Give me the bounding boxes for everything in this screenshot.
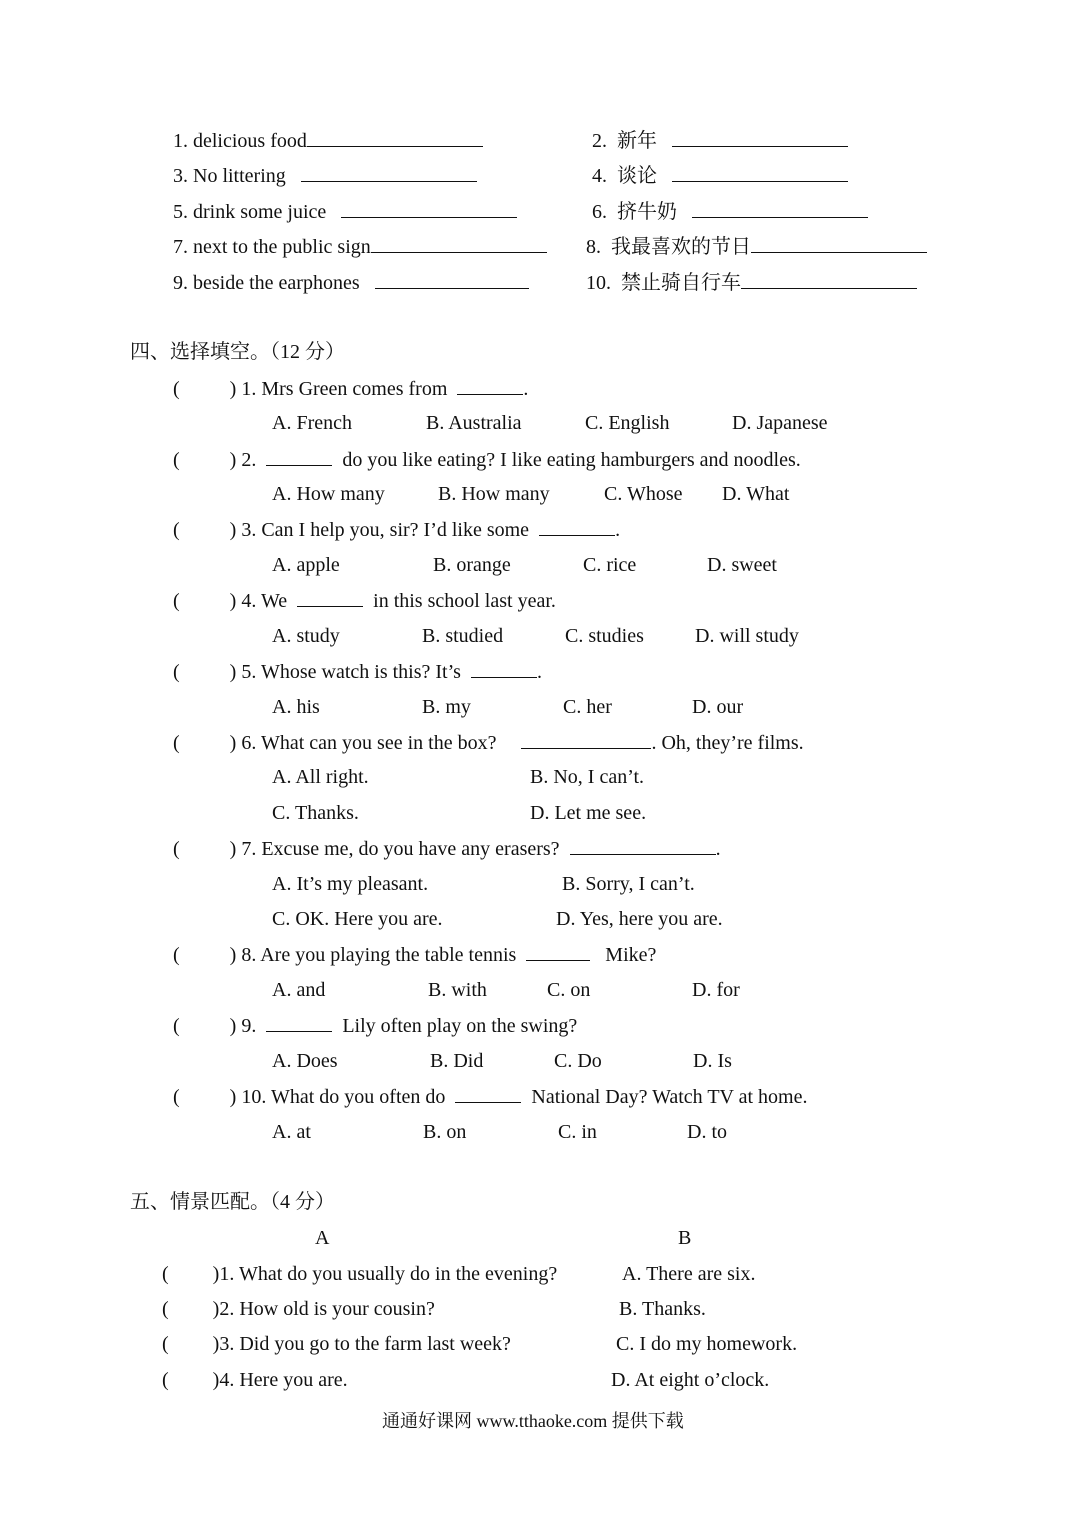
- option[interactable]: D. Let me see.: [530, 802, 647, 824]
- section-heading: 四、选择填空。（12 分）: [130, 341, 345, 363]
- option[interactable]: B. How many: [438, 483, 550, 505]
- question-text: .: [615, 519, 621, 541]
- question-text: 5. Whose watch is this? It’s: [241, 661, 461, 683]
- vocab-text: 9.: [173, 272, 188, 294]
- option[interactable]: A. his: [272, 696, 320, 718]
- vocab-text: 7.: [173, 236, 188, 258]
- vocab-text: 1.: [173, 130, 188, 152]
- option[interactable]: C. OK. Here you are.: [272, 908, 443, 930]
- option[interactable]: A. apple: [272, 554, 340, 576]
- answer-line[interactable]: [307, 128, 483, 147]
- option[interactable]: A. It’s my pleasant.: [272, 873, 429, 895]
- column-header-a: A: [315, 1227, 330, 1249]
- paren-close: ): [229, 1086, 237, 1108]
- vocab-text: 挤牛奶: [617, 201, 677, 223]
- option[interactable]: B. my: [422, 696, 471, 718]
- option[interactable]: B. with: [428, 979, 487, 1001]
- vocab-item: [173, 199, 517, 224]
- question-text: .: [715, 838, 721, 860]
- option[interactable]: D. will study: [695, 625, 799, 647]
- column-header-b: B: [678, 1227, 692, 1249]
- vocab-item: [586, 234, 927, 259]
- question-text: 4. We: [241, 590, 288, 612]
- vocab-text: drink some juice: [193, 201, 327, 223]
- paren-open: (: [162, 1333, 169, 1355]
- paren-close: ): [229, 519, 237, 541]
- question-row: [173, 447, 801, 472]
- answer-line[interactable]: [266, 1013, 332, 1032]
- question-text: 1. Mrs Green comes from: [241, 378, 448, 400]
- option[interactable]: B. Did: [430, 1050, 484, 1072]
- vocab-item: [173, 128, 483, 153]
- answer-line[interactable]: [457, 376, 523, 395]
- answer-line[interactable]: [751, 234, 927, 253]
- question-row: [173, 730, 804, 755]
- answer-line[interactable]: [371, 234, 547, 253]
- match-question: )2. How old is your cousin?: [212, 1298, 435, 1320]
- question-row: [173, 942, 656, 967]
- option[interactable]: C. studies: [565, 625, 644, 647]
- question-text: 8. Are you playing the table tennis: [241, 944, 517, 966]
- option[interactable]: C. on: [547, 979, 591, 1001]
- match-row: [162, 1297, 435, 1321]
- match-question: )1. What do you usually do in the evening?: [212, 1263, 558, 1285]
- paren-open: (: [173, 1015, 180, 1037]
- answer-line[interactable]: [266, 447, 332, 466]
- paren-open: (: [173, 838, 180, 860]
- match-question: )4. Here you are.: [212, 1369, 348, 1391]
- answer-line[interactable]: [375, 270, 529, 289]
- question-row: [173, 1084, 807, 1109]
- question-text: 3. Can I help you, sir? I’d like some: [241, 519, 530, 541]
- option[interactable]: B. on: [423, 1121, 467, 1143]
- option[interactable]: A. Does: [272, 1050, 338, 1072]
- paren-close: ): [229, 732, 237, 754]
- paren-close: ): [229, 838, 237, 860]
- paren-open: (: [162, 1369, 169, 1391]
- paren-open: (: [173, 1086, 180, 1108]
- paren-open: (: [173, 519, 180, 541]
- option[interactable]: B. orange: [433, 554, 511, 576]
- option[interactable]: B. Australia: [426, 412, 522, 434]
- vocab-item: [592, 128, 848, 153]
- match-question: )3. Did you go to the farm last week?: [212, 1333, 511, 1355]
- paren-open: (: [162, 1263, 169, 1285]
- vocab-text: No littering: [193, 165, 286, 187]
- question-row: [173, 517, 620, 542]
- answer-line[interactable]: [741, 270, 917, 289]
- paren-close: ): [229, 449, 237, 471]
- vocab-item: [592, 163, 848, 188]
- vocab-item: [586, 270, 917, 295]
- match-answer: A. There are six.: [622, 1263, 756, 1285]
- vocab-text: 8.: [586, 236, 601, 258]
- vocab-text: 5.: [173, 201, 188, 223]
- paren-close: ): [229, 590, 237, 612]
- question-text: do you like eating? I like eating hamburgers and noodles.: [342, 449, 801, 471]
- question-text: in this school last year.: [373, 590, 556, 612]
- answer-line[interactable]: [526, 942, 590, 961]
- option[interactable]: A. All right.: [272, 766, 369, 788]
- paren-close: ): [229, 1015, 237, 1037]
- match-row: [162, 1368, 348, 1392]
- paren-open: (: [162, 1298, 169, 1320]
- match-row: [162, 1332, 511, 1356]
- question-row: [173, 836, 721, 861]
- vocab-text: 6.: [592, 201, 607, 223]
- answer-line[interactable]: [455, 1084, 521, 1103]
- vocab-item: [173, 270, 529, 295]
- match-answer: C. I do my homework.: [616, 1333, 798, 1355]
- paren-open: (: [173, 732, 180, 754]
- option[interactable]: B. studied: [422, 625, 504, 647]
- paren-close: ): [229, 378, 237, 400]
- option[interactable]: C. Do: [554, 1050, 602, 1072]
- match-answer: B. Thanks.: [619, 1298, 706, 1320]
- option[interactable]: D. to: [687, 1121, 727, 1143]
- vocab-item: [173, 234, 547, 259]
- option[interactable]: C. Whose: [604, 483, 683, 505]
- question-row: [173, 659, 542, 684]
- option[interactable]: C. rice: [583, 554, 637, 576]
- answer-line[interactable]: [672, 163, 848, 182]
- option[interactable]: C. in: [558, 1121, 597, 1143]
- paren-open: (: [173, 590, 180, 612]
- answer-line[interactable]: [521, 730, 651, 749]
- option[interactable]: D. sweet: [707, 554, 777, 576]
- vocab-text: 我最喜欢的节日: [611, 236, 751, 258]
- paren-open: (: [173, 661, 180, 683]
- option[interactable]: D. for: [692, 979, 740, 1001]
- option[interactable]: C. Thanks.: [272, 802, 359, 824]
- answer-line[interactable]: [341, 199, 517, 218]
- vocab-text: 4.: [592, 165, 607, 187]
- vocab-item: [592, 199, 868, 224]
- question-text: 9.: [241, 1015, 257, 1037]
- paren-open: (: [173, 449, 180, 471]
- option[interactable]: B. No, I can’t.: [530, 766, 645, 788]
- option[interactable]: C. English: [585, 412, 670, 434]
- option[interactable]: A. and: [272, 979, 326, 1001]
- option[interactable]: A. study: [272, 625, 340, 647]
- section-heading: 五、情景匹配。（4 分）: [130, 1191, 335, 1213]
- vocab-text: beside the earphones: [193, 272, 360, 294]
- question-text: .: [523, 378, 529, 400]
- question-text: National Day? Watch TV at home.: [531, 1086, 808, 1108]
- option[interactable]: A. at: [272, 1121, 311, 1143]
- vocab-text: 禁止骑自行车: [621, 272, 741, 294]
- vocab-item: [173, 163, 477, 188]
- match-row: [162, 1262, 557, 1286]
- option[interactable]: C. her: [563, 696, 612, 718]
- option[interactable]: D. Yes, here you are.: [556, 908, 723, 930]
- question-text: . Oh, they’re films.: [651, 732, 804, 754]
- answer-line[interactable]: [471, 659, 537, 678]
- vocab-text: next to the public sign: [193, 236, 371, 258]
- option[interactable]: D. Japanese: [732, 412, 828, 434]
- vocab-text: delicious food: [193, 130, 307, 152]
- match-answer: D. At eight o’clock.: [611, 1369, 770, 1391]
- question-row: [173, 588, 556, 613]
- footer-text: 通通好课网 www.tthaoke.com 提供下载: [382, 1411, 684, 1431]
- option[interactable]: D. Is: [693, 1050, 732, 1072]
- option[interactable]: D. What: [722, 483, 790, 505]
- question-text: 6. What can you see in the box?: [241, 732, 497, 754]
- answer-line[interactable]: [297, 588, 363, 607]
- question-text: .: [536, 661, 542, 683]
- answer-line[interactable]: [539, 517, 615, 536]
- vocab-text: 2.: [592, 130, 607, 152]
- option[interactable]: A. How many: [272, 483, 385, 505]
- question-row: [173, 376, 528, 401]
- question-text: Mike?: [605, 944, 657, 966]
- answer-line[interactable]: [301, 163, 477, 182]
- answer-line[interactable]: [672, 128, 848, 147]
- option[interactable]: D. our: [692, 696, 744, 718]
- paren-close: ): [229, 661, 237, 683]
- paren-close: ): [229, 944, 237, 966]
- vocab-text: 新年: [617, 130, 657, 152]
- option[interactable]: A. French: [272, 412, 352, 434]
- answer-line[interactable]: [570, 836, 716, 855]
- answer-line[interactable]: [692, 199, 868, 218]
- question-text: 2.: [241, 449, 257, 471]
- option[interactable]: B. Sorry, I can’t.: [562, 873, 695, 895]
- vocab-text: 3.: [173, 165, 188, 187]
- question-text: 10. What do you often do: [241, 1086, 446, 1108]
- question-row: [173, 1013, 577, 1038]
- question-text: Lily often play on the swing?: [342, 1015, 578, 1037]
- vocab-text: 谈论: [617, 165, 657, 187]
- vocab-text: 10.: [586, 272, 611, 294]
- paren-open: (: [173, 378, 180, 400]
- question-text: 7. Excuse me, do you have any erasers?: [241, 838, 560, 860]
- paren-open: (: [173, 944, 180, 966]
